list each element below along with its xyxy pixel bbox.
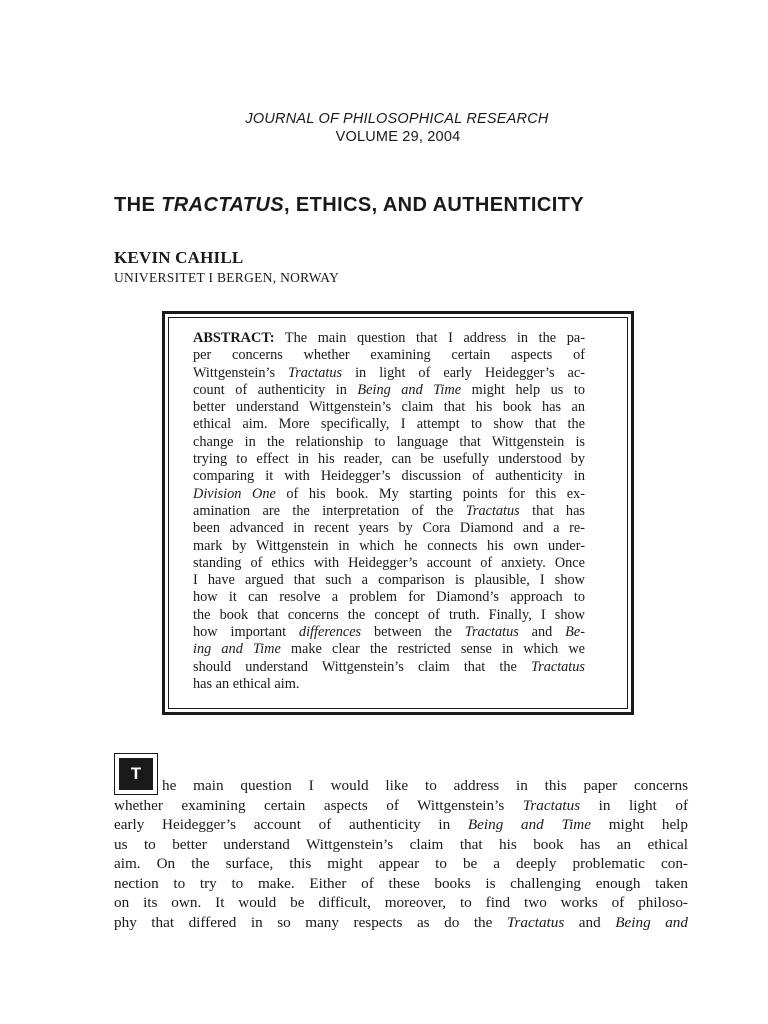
text-run: change in the relationship to language that Wittgenstein is (193, 433, 585, 450)
body-line (114, 796, 688, 816)
italic-text: Tractatus (464, 624, 519, 641)
text-run: count of authenticity in (193, 381, 358, 398)
italic-text: Division One (193, 485, 276, 502)
abstract-line (193, 624, 585, 641)
text-run: has an ethical aim. (193, 675, 300, 692)
text-run: trying to effect in his reader, can be usefully understood by (193, 451, 585, 468)
abstract-line (193, 555, 585, 572)
abstract-line (193, 572, 585, 589)
italic-text: Being and (615, 913, 688, 931)
body-paragraph (114, 776, 688, 932)
text-run: phy that differed in so many respects as do the (114, 913, 507, 931)
abstract-line (193, 468, 585, 485)
abstract-line (193, 503, 585, 520)
text-run: nection to try to make. Either of these books is challenging enough taken (114, 874, 688, 892)
text-run: and (564, 913, 616, 931)
text-run: he main question I would like to address in this paper concerns (162, 777, 688, 794)
abstract-line (193, 607, 585, 624)
text-run: of his book. My starting points for this ex- (275, 485, 585, 502)
body-line (114, 913, 688, 933)
title-italic: TRACTATUS (161, 194, 285, 216)
title-part-2: , ETHICS, AND AUTHENTICITY (284, 194, 585, 216)
text-run: in light of early Heidegger’s ac- (342, 364, 585, 381)
abstract-line (193, 659, 585, 676)
text-run: that has (519, 502, 585, 519)
drop-cap-letter: T (119, 758, 153, 790)
text-run: amination are the interpretation of the (193, 502, 466, 519)
italic-text: Tractatus (506, 913, 565, 931)
text-run: make clear the restricted sense in which we (280, 641, 585, 658)
abstract-line (193, 538, 585, 555)
journal-name: JOURNAL OF PHILOSOPHICAL RESEARCH (245, 111, 549, 127)
abstract-line (193, 676, 585, 693)
abstract-inner-border (168, 317, 628, 709)
text-run: might help (591, 816, 688, 833)
text-run: how important (193, 624, 299, 641)
text-run: standing of ethics with Heidegger’s account of anxiety. Once (193, 554, 585, 571)
text-run: aim. On the surface, this might appear to be a deeply problematic con- (114, 855, 688, 872)
abstract-line (193, 641, 585, 658)
journal-volume: VOLUME 29, 2004 (335, 129, 461, 145)
abstract-line (193, 451, 585, 468)
italic-text: Be- (565, 624, 586, 641)
abstract-line (193, 365, 585, 382)
abstract-line (193, 589, 585, 606)
author-affiliation: UNIVERSITET I BERGEN, NORWAY (114, 270, 340, 285)
abstract-line (193, 434, 585, 451)
italic-text: Tractatus (530, 658, 585, 675)
text-run: Wittgenstein’s (193, 364, 289, 381)
text-run: and (518, 624, 566, 641)
italic-text: Tractatus (465, 502, 520, 519)
body-line (114, 815, 688, 835)
abstract-line (193, 382, 585, 399)
text-run: ethical aim. More specifically, I attempt to show that the (193, 416, 585, 433)
text-run: been advanced in recent years by Cora Diamond and a re- (193, 520, 585, 537)
text-run: I have argued that such a comparison is plausible, I show (193, 572, 585, 589)
abstract-line (193, 330, 585, 347)
body-line (114, 893, 688, 913)
abstract-line (193, 416, 585, 433)
article-title (114, 194, 584, 217)
italic-text: Being and Time (467, 816, 592, 833)
abstract-box (162, 311, 634, 715)
text-run: mark by Wittgenstein in which he connects his own under- (193, 537, 585, 554)
text-run: how it can resolve a problem for Diamond’s approach to (193, 589, 585, 606)
text-run: in light of (580, 796, 688, 814)
abstract-line (193, 347, 585, 364)
text-run: on its own. It would be difficult, moreover, to find two works of philoso- (114, 894, 688, 911)
text-run: The main question that I address in the pa- (274, 330, 585, 346)
italic-text: Tractatus (522, 796, 581, 814)
text-run: comparing it with Heidegger’s discussion of authenticity in (193, 468, 585, 485)
text-run: per concerns whether examining certain aspects of (193, 347, 585, 364)
body-line (114, 854, 688, 874)
text-run: whether examining certain aspects of Wittgenstein’s (114, 796, 523, 814)
abstract-text (193, 330, 585, 693)
abstract-label: ABSTRACT: (193, 330, 275, 346)
text-run: better understand Wittgenstein’s claim that his book has an (193, 399, 585, 416)
text-run: us to better understand Wittgenstein’s claim that his book has an ethical (114, 835, 688, 853)
body-line (114, 835, 688, 855)
abstract-line (193, 520, 585, 537)
title-part-1: THE (114, 194, 162, 216)
italic-text: Tractatus (288, 364, 343, 381)
text-run: might help us to (461, 381, 585, 398)
text-run: should understand Wittgenstein’s claim that the (193, 658, 531, 675)
abstract-line (193, 486, 585, 503)
italic-text: ing and Time (193, 641, 281, 658)
author-name: KEVIN CAHILL (114, 248, 244, 267)
italic-text: Being and Time (357, 381, 462, 398)
body-line (114, 776, 688, 796)
abstract-line (193, 399, 585, 416)
body-line (114, 874, 688, 894)
text-run: the book that concerns the concept of truth. Finally, I show (193, 606, 585, 623)
journal-header (0, 110, 768, 146)
text-run: early Heidegger’s account of authenticity in (114, 816, 468, 833)
text-run: between the (361, 624, 465, 641)
italic-text: differences (298, 624, 362, 641)
